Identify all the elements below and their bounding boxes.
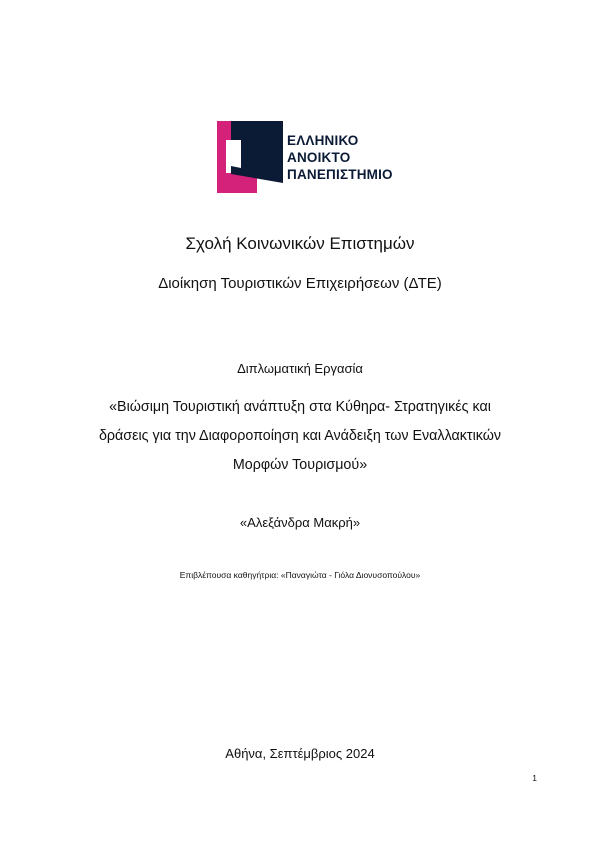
thesis-title-line-2: δράσεις για την Διαφοροποίηση και Ανάδειξη των Εναλλακτικών xyxy=(98,428,502,444)
page-number: 1 xyxy=(532,773,537,783)
supervisor-line: Επιβλέπουσα καθηγήτρια: «Παναγιώτα - Γιόλα Διονυσοπούλου» xyxy=(179,570,421,580)
thesis-title-line-3: Μορφών Τουρισμού» xyxy=(232,457,368,473)
logo-line-1: ΕΛΛΗΝΙΚΟ xyxy=(287,133,359,148)
logo-emblem-icon xyxy=(217,121,283,193)
author-name: «Αλεξάνδρα Μακρή» xyxy=(239,515,361,530)
logo-line-2: ΑΝΟΙΚΤΟ xyxy=(287,150,351,165)
department-name: Διοίκηση Τουριστικών Επιχειρήσεων (ΔΤΕ) xyxy=(158,275,442,292)
logo-line-3: ΠΑΝΕΠΙΣΤΗΜΙΟ xyxy=(287,167,393,182)
logo-wordmark xyxy=(287,132,407,183)
thesis-title-line-1: «Βιώσιμη Τουριστική ανάπτυξη στα Κύθηρα- Στρατηγικές και xyxy=(109,399,491,415)
place-date: Αθήνα, Σεπτέμβριος 2024 xyxy=(225,746,375,761)
school-name: Σχολή Κοινωνικών Επιστημών xyxy=(185,234,415,253)
document-type: Διπλωματική Εργασία xyxy=(237,361,363,376)
university-logo xyxy=(217,121,407,193)
